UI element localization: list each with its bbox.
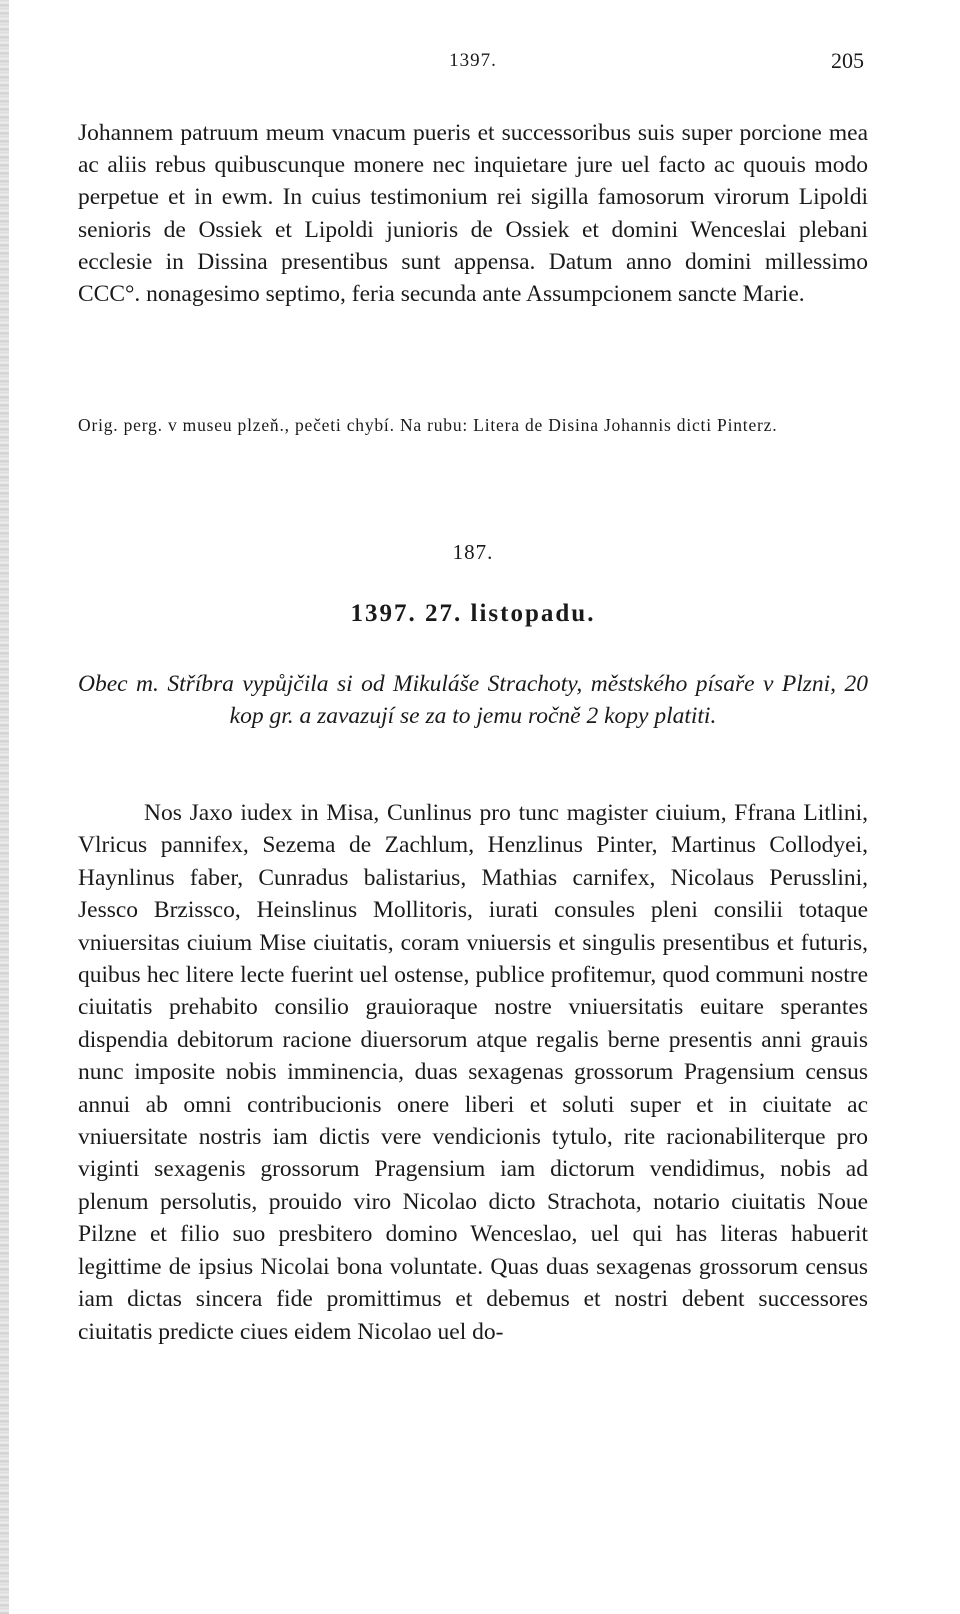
archival-note: Orig. perg. v museu plzeň., pečeti chybí. Na rubu: Litera de Disina Johannis dicti Pinterz. <box>78 415 778 435</box>
page-number: 205 <box>831 48 864 73</box>
document-summary: Obec m. Stříbra vypůjčila si od Mikuláše Strachoty, městského písaře v Plzni, 20 kop gr. a zavazují se za to jemu ročně 2 kopy platiti. <box>78 671 868 729</box>
scan-edge <box>0 0 9 1614</box>
paragraph-continuation: Johannem patruum meum vnacum pueris et successoribus suis super porcione mea ac aliis rebus quibuscunque monere nec inquietare jure uel facto ac quouis modo perpetue et in ewm. In cuius testimonium rei sigilla famosorum virorum Lipoldi senioris de Ossiek et Lipoldi junioris de Ossiek et domini Wenceslai plebani ecclesie in Dissina presentibus sunt appensa. Datum anno domini millessimo CCC°. nonagesimo septimo, feria secunda ante Assumpcionem sancte Marie. <box>78 120 868 308</box>
document-date: 1397. 27. listopadu. <box>350 600 596 627</box>
document-number: 187. <box>452 540 494 564</box>
charter-text: Nos Jaxo iudex in Misa, Cunlinus pro tunc magister ciuium, Ffrana Litlini, Vlricus pannifex, Sezema de Zachlum, Henzlinus Pinter, Martinus Collodyei, Haynlinus faber, Cunradus balistarius, Mathias carnifex, Nicolaus Perusslini, Jessco Brzissco, Heinslinus Mollitoris, iurati consules pleni consilii totaque vniuersitas ciuium Mise ciuitatis, coram vniuersis et singulis presentibus et futuris, quibus hec litere lecte fuerint uel ostense, publice profitemur, quod communi nostre ciuitatis prehabito consilio grauioraque nostre vniuersitatis euitare sperantes dispendia debitorum racione diuersorum atque regalis berne presentis anni grauis nunc imposite nobis imminencia, duas sexagenas grossorum Pragensium census annui ab omni contribucionis onere liberi et soluti super et in ciuitate ac vniuersitate nostris iam dictis vere vendicionis tytulo, rite racionabiliterque pro viginti sexagenis grossorum Pragensium iam dictorum vendidimus, nobis ad plenum persolutis, prouido viro Nicolao dicto Strachota, notario ciuitatis Noue Pilzne et filio suo presbitero domino Wenceslao, uel qui has literas habuerit legittime de ipsius Nicolai bona voluntate. Quas duas sexagenas grossorum census iam dictas sincera fide promittimus et debemus et nostri debent successores ciuitatis predicte ciues eidem Nicolao uel do- <box>78 800 868 1345</box>
page-header <box>78 46 868 76</box>
running-head-year: 1397. <box>449 50 497 71</box>
